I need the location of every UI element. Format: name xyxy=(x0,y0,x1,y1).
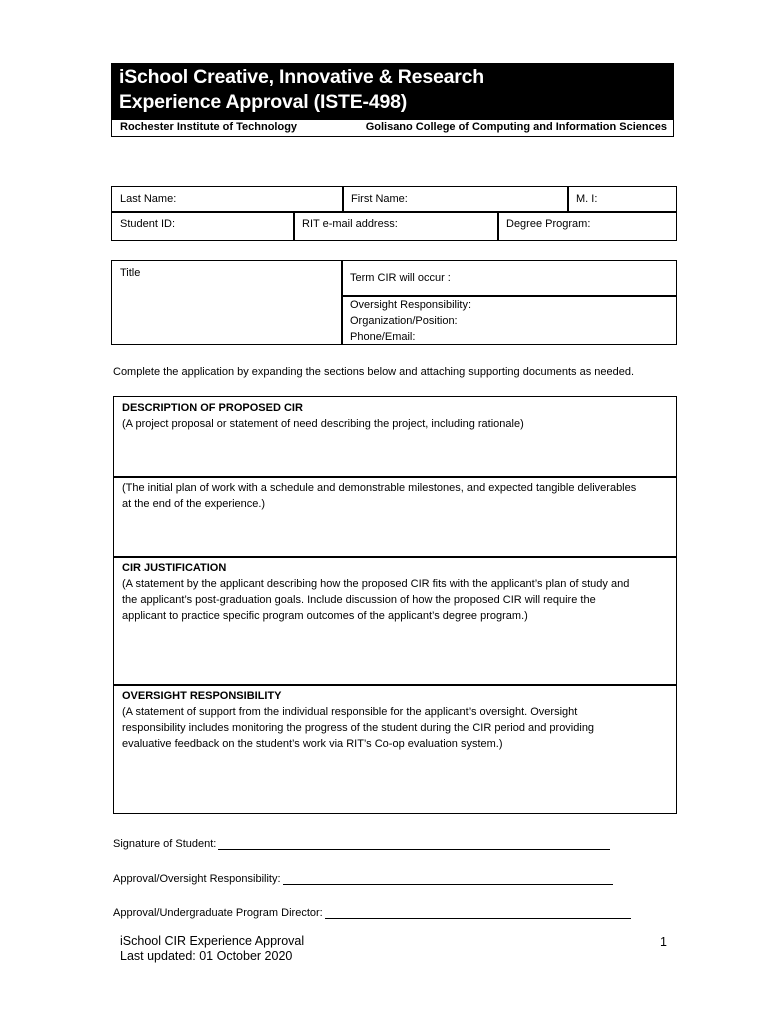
oversight-label: Oversight Responsibility: xyxy=(350,299,472,311)
plan-text-line1: (The initial plan of work with a schedule and demonstrable milestones, and expected tangible deliverables xyxy=(122,482,637,494)
last-name-label: Last Name: xyxy=(120,193,177,205)
student-id-label: Student ID: xyxy=(120,218,176,230)
justification-section[interactable] xyxy=(113,556,677,686)
justification-line3: applicant to practice specific program outcomes of the applicant’s degree program.) xyxy=(122,610,528,622)
student-id-field[interactable] xyxy=(111,211,295,241)
title-field[interactable] xyxy=(111,260,343,345)
footer-updated: Last updated: 01 October 2020 xyxy=(120,949,293,963)
oversight-approval-line[interactable] xyxy=(283,872,613,885)
description-text: (A project proposal or statement of need describing the project, including rationale) xyxy=(122,418,524,430)
oversight-approval-label: Approval/Oversight Responsibility: xyxy=(113,873,281,885)
director-approval-row xyxy=(113,906,631,919)
middle-initial-field[interactable] xyxy=(567,186,677,213)
email-label: RIT e-mail address: xyxy=(302,218,398,230)
phone-email-label: Phone/Email: xyxy=(350,331,416,343)
student-signature-row xyxy=(113,837,610,850)
plan-text-line2: at the end of the experience.) xyxy=(122,498,266,510)
oversight-line1: (A statement of support from the individual responsible for the applicant’s oversight. Oversight xyxy=(122,706,578,718)
email-field[interactable] xyxy=(293,211,499,241)
description-section[interactable] xyxy=(113,396,677,478)
oversight-line2: responsibility includes monitoring the progress of the student during the CIR period and providing xyxy=(122,722,595,734)
justification-line2: the applicant’s post-graduation goals. Include discussion of how the proposed CIR will require the xyxy=(122,594,596,606)
first-name-field[interactable] xyxy=(342,186,569,213)
term-field[interactable] xyxy=(341,260,677,297)
oversight-line3: evaluative feedback on the student’s work via RIT’s Co-op evaluation system.) xyxy=(122,738,503,750)
justification-line1: (A statement by the applicant describing how the proposed CIR fits with the applicant’s plan of study and xyxy=(122,578,630,590)
oversight-contact-field[interactable] xyxy=(341,295,677,345)
title-label: Title xyxy=(120,267,141,279)
form-header xyxy=(111,63,674,120)
page-number: 1 xyxy=(660,935,667,949)
oversight-approval-row xyxy=(113,872,613,885)
oversight-section[interactable] xyxy=(113,684,677,814)
justification-heading: CIR JUSTIFICATION xyxy=(122,562,227,574)
last-name-field[interactable] xyxy=(111,186,344,213)
oversight-heading: OVERSIGHT RESPONSIBILITY xyxy=(122,690,282,702)
director-approval-line[interactable] xyxy=(325,906,631,919)
form-title-line1: iSchool Creative, Innovative & Research xyxy=(119,66,485,88)
institution-name: Rochester Institute of Technology xyxy=(120,121,298,133)
degree-program-label: Degree Program: xyxy=(506,218,591,230)
college-name: Golisano College of Computing and Information Sciences xyxy=(365,121,667,133)
student-signature-label: Signature of Student: xyxy=(113,838,217,850)
degree-program-field[interactable] xyxy=(497,211,677,241)
institution-bar xyxy=(111,119,674,137)
footer-doc-name: iSchool CIR Experience Approval xyxy=(120,934,305,948)
plan-section[interactable] xyxy=(113,476,677,558)
organization-label: Organization/Position: xyxy=(350,315,458,327)
term-label: Term CIR will occur : xyxy=(350,272,451,284)
middle-initial-label: M. I: xyxy=(576,193,598,205)
description-heading: DESCRIPTION OF PROPOSED CIR xyxy=(122,402,303,414)
first-name-label: First Name: xyxy=(351,193,408,205)
director-approval-label: Approval/Undergraduate Program Director: xyxy=(113,907,323,919)
student-signature-line[interactable] xyxy=(218,837,610,850)
form-title-line2: Experience Approval (ISTE-498) xyxy=(119,91,408,113)
instructions-text: Complete the application by expanding the sections below and attaching supporting documents as needed. xyxy=(113,366,635,378)
